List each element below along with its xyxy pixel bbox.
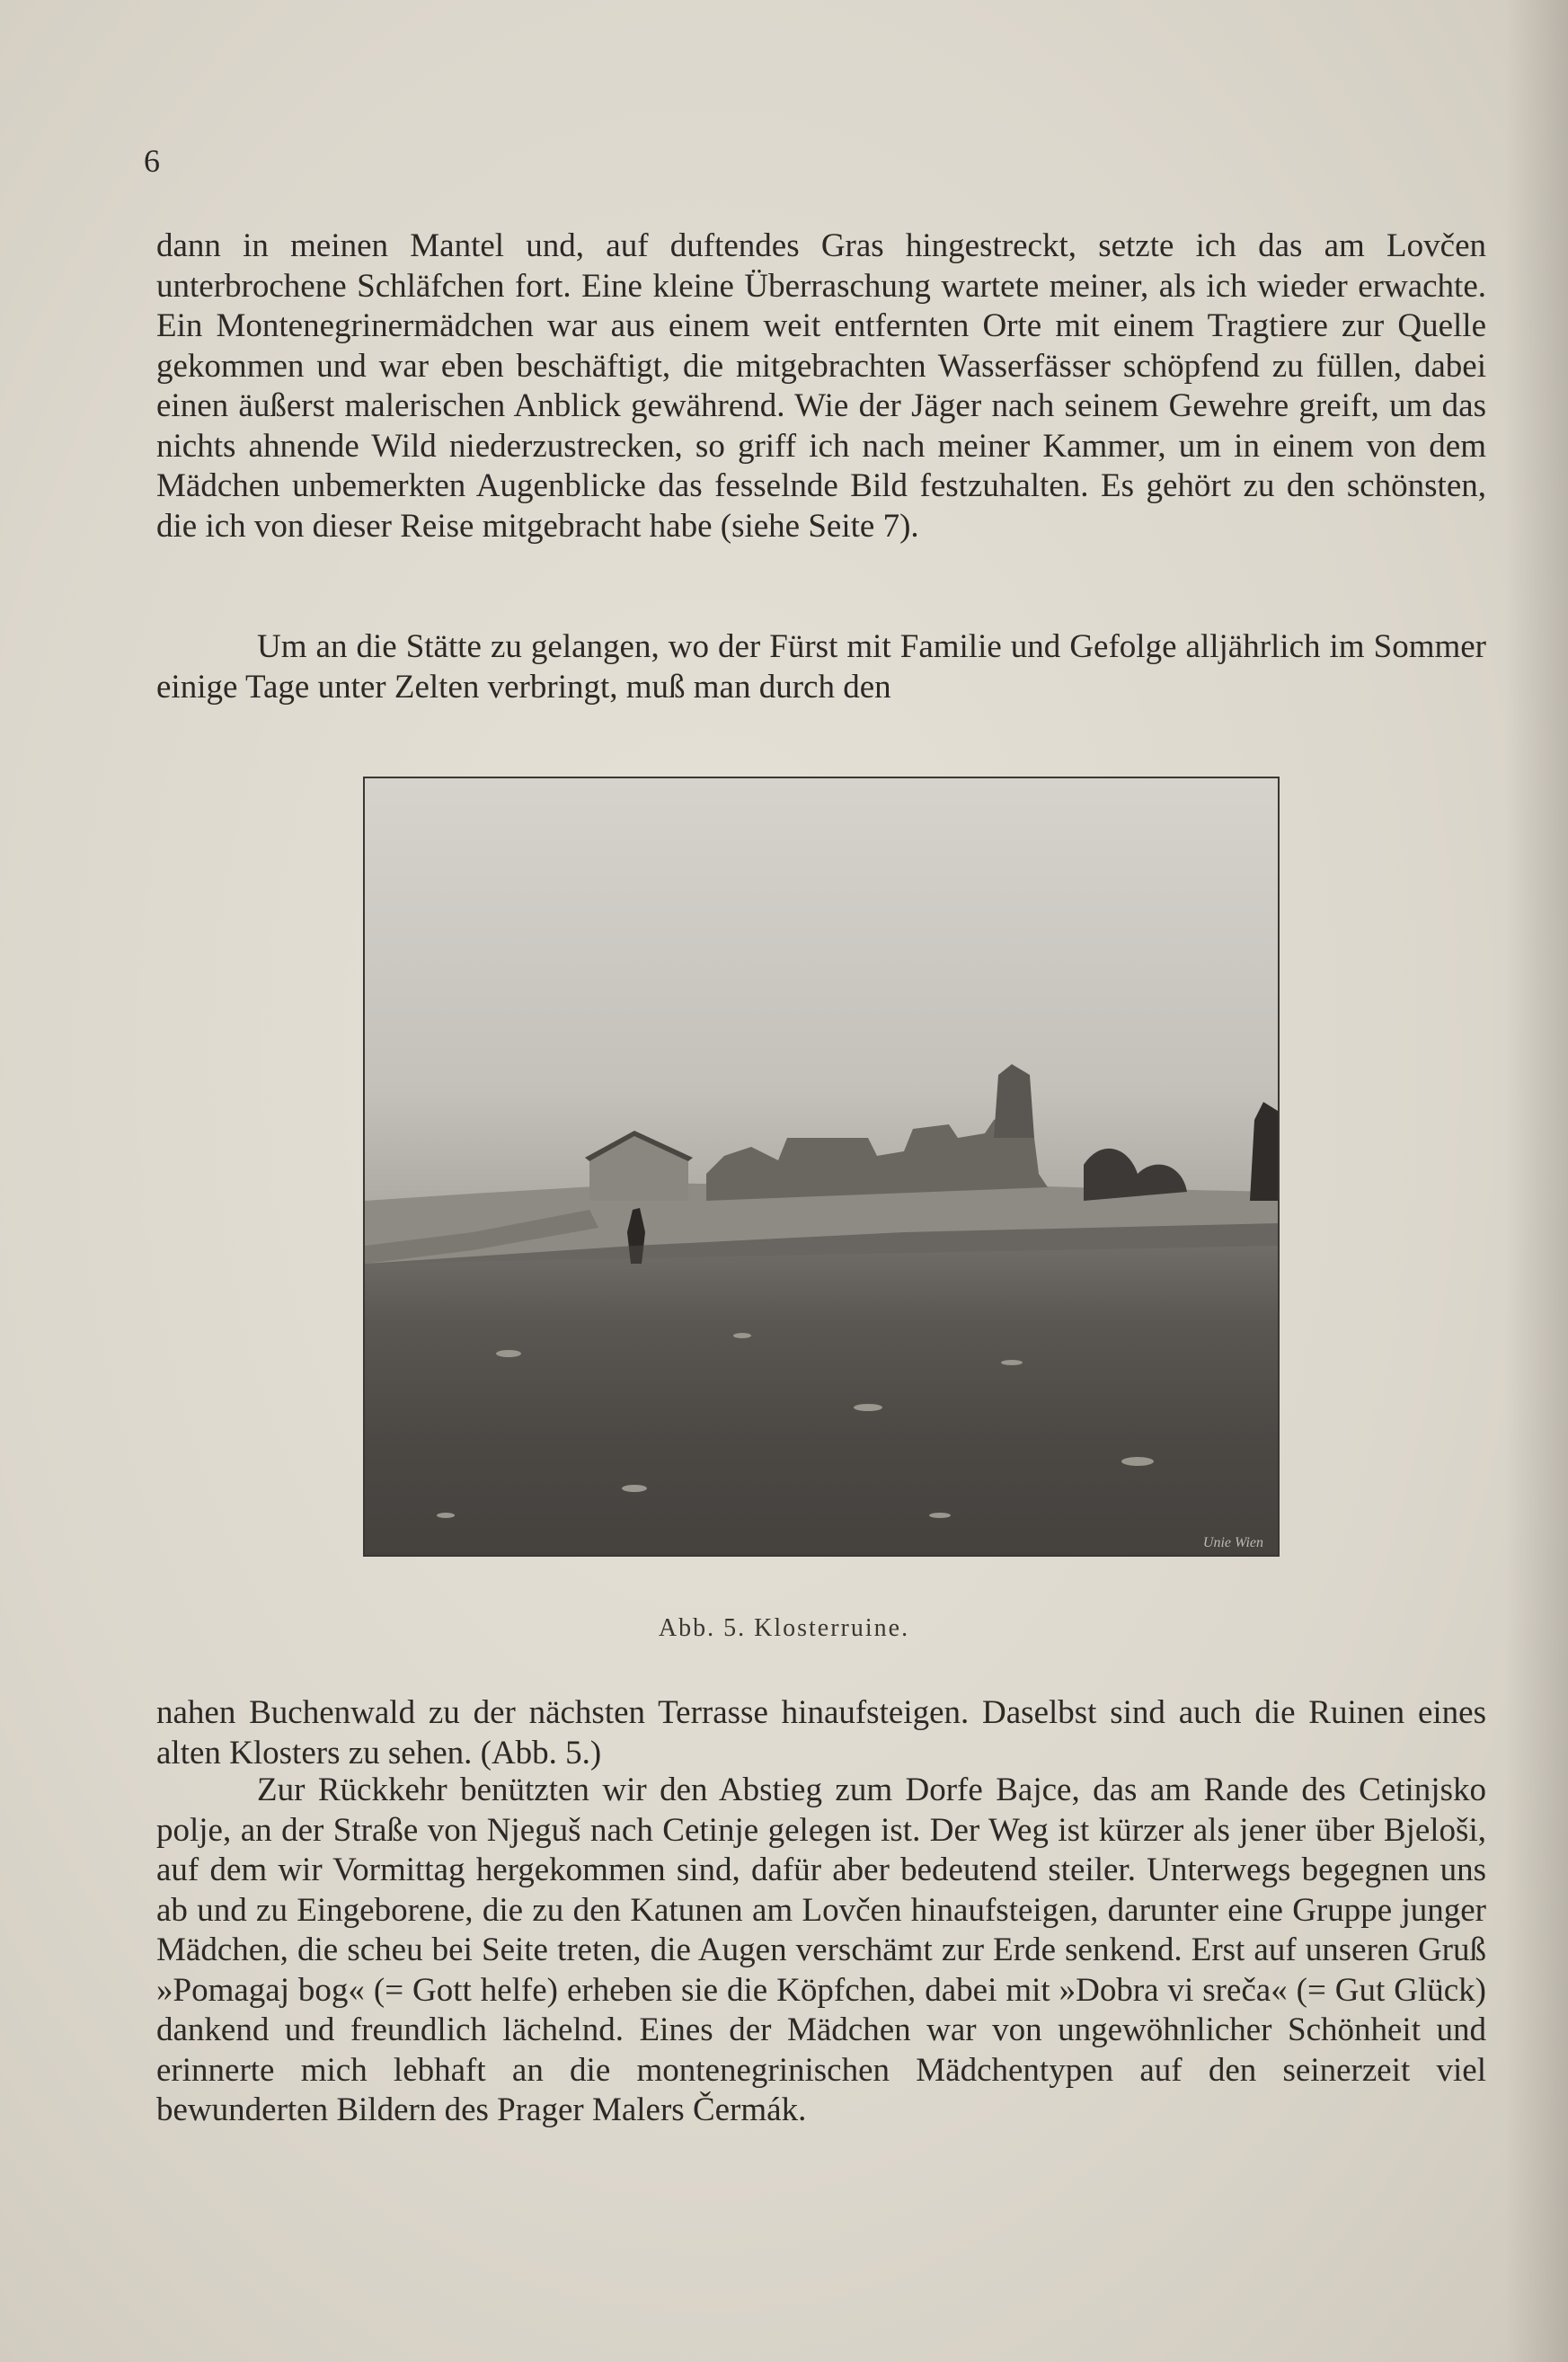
page-number: 6 <box>144 143 160 179</box>
meadow <box>365 1223 1278 1555</box>
house <box>589 1133 688 1201</box>
photo-klosterruine <box>363 777 1280 1557</box>
photo-landscape-drawing <box>365 778 1278 1555</box>
trees <box>1084 1149 1187 1201</box>
paragraph-rueckkehr: Zur Rückkehr benützten wir den Abstieg zum Dorfe Bajce, das am Rande des Cetinjsko polje, an der Straße von Njeguš nach Cetinje gelegen ist. Der Weg ist kürzer als jener über Bjeloši, auf dem wir Vormittag hergekommen sind, dafür aber bedeutend steiler. Unterwegs begegnen uns ab und zu Eingeborene, die zu den Katunen am Lovčen hinaufsteigen, darunter eine Gruppe junger Mädchen, die scheu bei Seite treten, die Augen verschämt zur Erde senkend. Erst auf unseren Gruß »Pomagaj bog« (= Gott helfe) erheben sie die Köpfchen, dabei mit »Dobra vi sreča« (= Gut Glück) dankend und freundlich lächelnd. Eines der Mädchen war von ungewöhnlicher Schönheit und erinnerte mich lebhaft an die montenegrinischen Mädchentypen auf den seinerzeit viel bewunderten Bildern des Prager Malers Čermák. <box>156 1772 1486 2128</box>
tree-right-edge <box>1250 1102 1278 1201</box>
paragraph-fuerst: Um an die Stätte zu gelangen, wo der Fürst mit Familie und Gefolge alljährlich im Sommer einige Tage unter Zelten verbringt, muß man durch den <box>156 628 1486 706</box>
paragraph-buchenwald: nahen Buchenwald zu der nächsten Terrasse hinaufsteigen. Daselbst sind auch die Ruinen eines alten Klosters zu sehen. (Abb. 5.) <box>156 1694 1486 1772</box>
paragraph-continued: dann in meinen Mantel und, auf duftendes Gras hingestreckt, setzte ich das am Lovčen unterbrochene Schläfchen fort. Eine kleine Überraschung wartete meiner, als ich wieder erwachte. Ein Montenegrinermädchen war aus einem weit entfernten Orte mit einem Tragtiere zur Quelle gekommen und war eben beschäftigt, die mitgebrachten Wasserfässer schöpfend zu füllen, dabei einen äußerst malerischen Anblick gewährend. Wie der Jäger nach seinem Gewehre greift, um das nichts ahnende Wild niederzustrecken, so griff ich nach meiner Kammer, um in einem von dem Mädchen unbemerkten Augenblicke das fesselnde Bild festzuhalten. Es gehört zu den schönsten, die ich von dieser Reise mitgebracht habe (siehe Seite 7). <box>156 227 1486 545</box>
photo-signature: Unie Wien <box>1202 1535 1263 1550</box>
ruin-tower <box>994 1064 1034 1138</box>
figure-caption: Abb. 5. Klosterruine. <box>658 1614 910 1642</box>
page-edge-shadow <box>1505 0 1568 2362</box>
